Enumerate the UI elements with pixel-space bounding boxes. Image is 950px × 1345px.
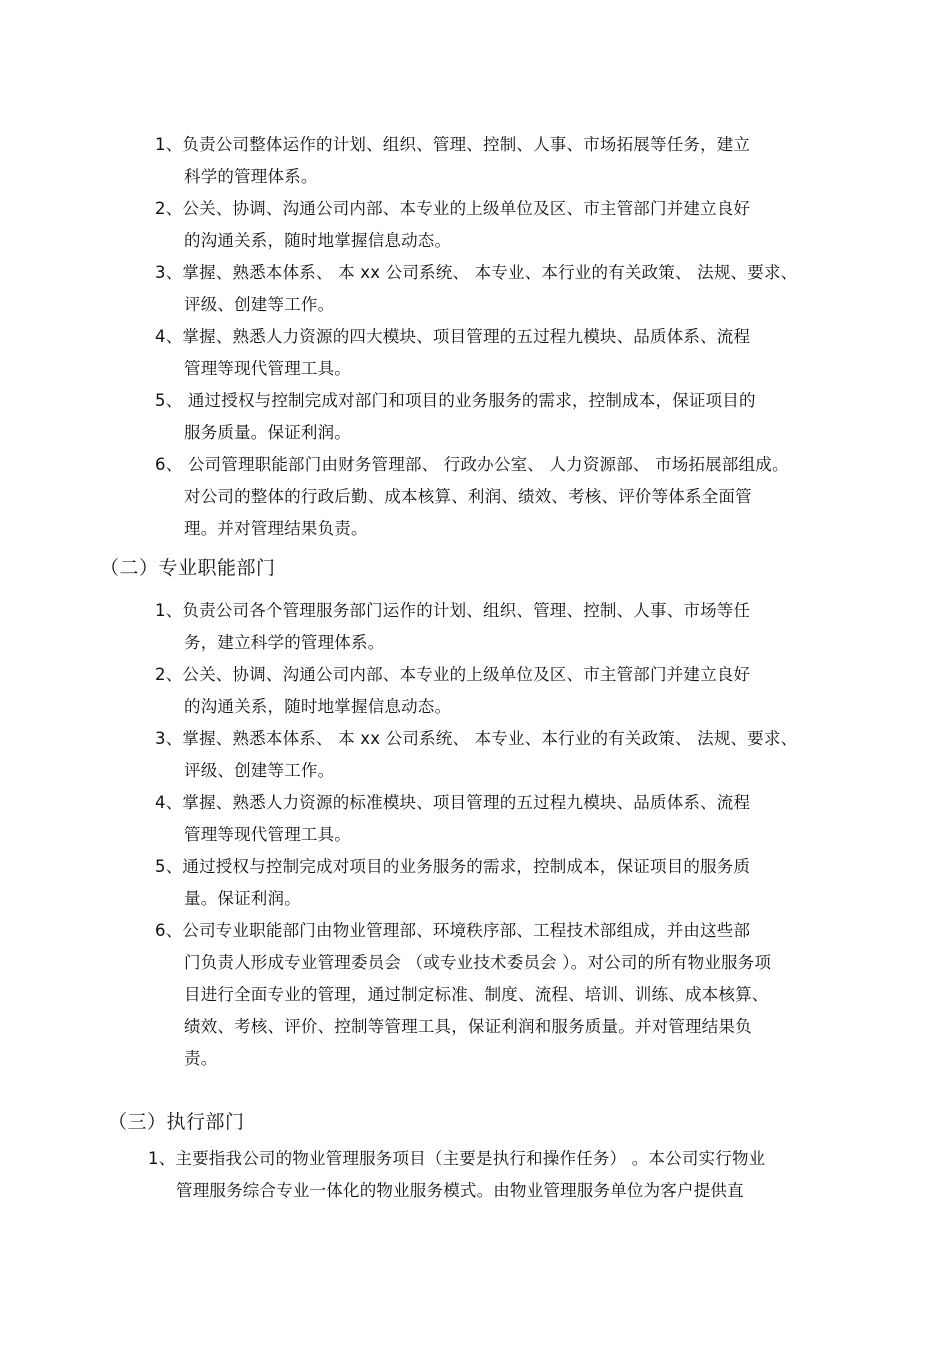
list-item-line: 责。 [184,1049,218,1068]
section-2-heading: （二）专业职能部门 [100,557,276,579]
list-item-line: 的沟通关系，随时地掌握信息动态。 [184,697,452,716]
list-item-line: 4、掌握、熟悉人力资源的标准模块、项目管理的五过程九模块、品质体系、流程 [155,793,751,812]
list-item-line: 评级、创建等工作。 [184,761,335,780]
list-item-line: 3、掌握、熟悉本体系、 本 xx 公司系统、 本专业、本行业的有关政策、 法规、要求、 [155,729,798,748]
list-item-line: 服务质量。保证利润。 [184,423,351,442]
list-item-line: 理。并对管理结果负责。 [184,519,368,538]
list-item-line: 5、 通过授权与控制完成对部门和项目的业务服务的需求，控制成本，保证项目的 [155,391,756,410]
list-item-line: 管理等现代管理工具。 [184,825,351,844]
list-item-line: 1、负责公司各个管理服务部门运作的计划、组织、管理、控制、人事、市场等任 [155,601,751,620]
section-3-heading: （三）执行部门 [108,1111,245,1133]
list-item-line: 3、掌握、熟悉本体系、 本 xx 公司系统、 本专业、本行业的有关政策、 法规、要求、 [155,263,798,282]
list-item-line: 4、掌握、熟悉人力资源的四大模块、项目管理的五过程九模块、品质体系、流程 [155,327,751,346]
list-item-line: 管理等现代管理工具。 [184,359,351,378]
list-item-line: 量。保证利润。 [184,889,301,908]
list-item-line: 目进行全面专业的管理，通过制定标准、制度、流程、培训、训练、成本核算、 [184,985,769,1004]
list-item-line: 务，建立科学的管理体系。 [184,633,385,652]
list-item-line: 6、公司专业职能部门由物业管理部、环境秩序部、工程技术部组成，并由这些部 [155,921,751,940]
list-item-line: 5、通过授权与控制完成对项目的业务服务的需求，控制成本，保证项目的服务质 [155,857,751,876]
list-item-line: 6、 公司管理职能部门由财务管理部、 行政办公室、 人力资源部、 市场拓展部组成。 [155,455,789,474]
list-item-line: 门负责人形成专业管理委员会 （或专业技术委员会 ）。对公司的所有物业服务项 [184,953,772,972]
list-item-line: 科学的管理体系。 [184,167,318,186]
list-item-line: 1、负责公司整体运作的计划、组织、管理、控制、人事、市场拓展等任务，建立 [155,135,751,154]
list-item-line: 2、公关、协调、沟通公司内部、本专业的上级单位及区、市主管部门并建立良好 [155,665,751,684]
list-item-line: 管理服务综合专业一体化的物业服务模式。由物业管理服务单位为客户提供直 [176,1181,744,1200]
list-item-line: 对公司的整体的行政后勤、成本核算、利润、绩效、考核、评价等体系全面管 [184,487,752,506]
list-item-line: 2、公关、协调、沟通公司内部、本专业的上级单位及区、市主管部门并建立良好 [155,199,751,218]
list-item-line: 1、主要指我公司的物业管理服务项目（主要是执行和操作任务） 。本公司实行物业 [148,1149,766,1168]
list-item-line: 的沟通关系，随时地掌握信息动态。 [184,231,452,250]
list-item-line: 评级、创建等工作。 [184,295,335,314]
list-item-line: 绩效、考核、评价、控制等管理工具，保证利润和服务质量。并对管理结果负 [184,1017,752,1036]
